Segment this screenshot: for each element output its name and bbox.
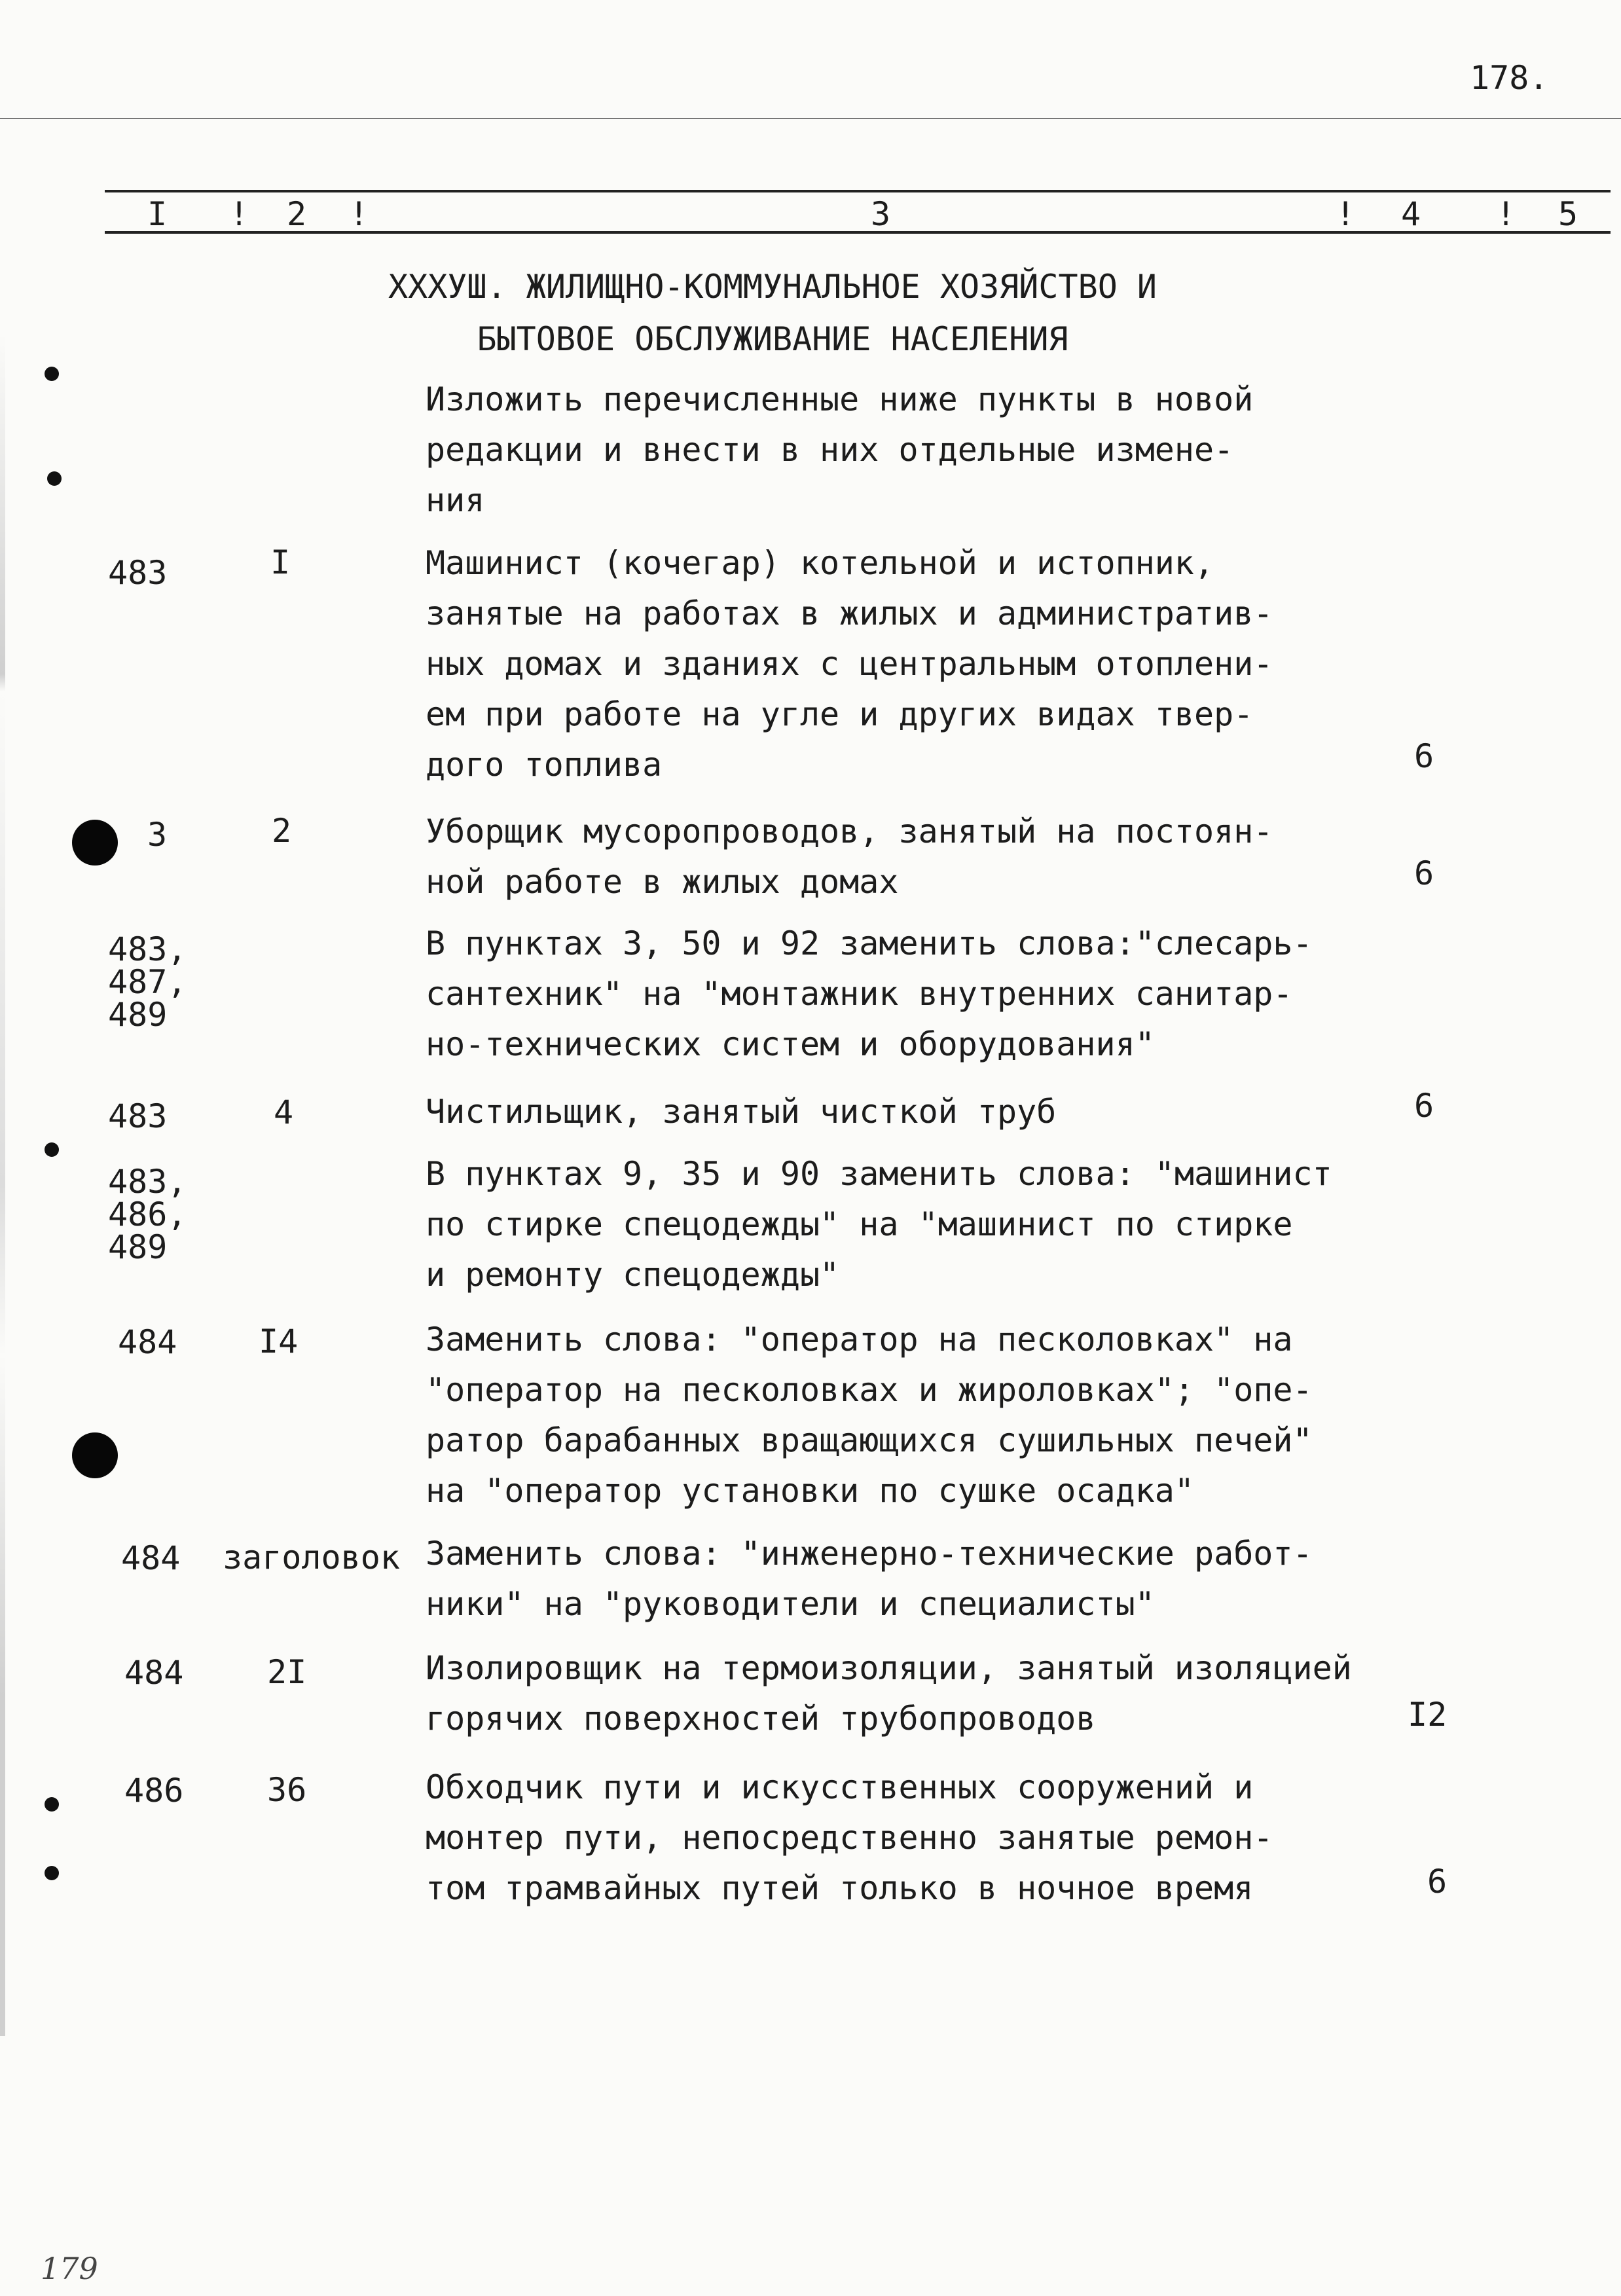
row-col-1: 486 (124, 1772, 184, 1810)
header-separator: ! (1336, 195, 1356, 233)
row-col-2: 2I (267, 1653, 307, 1691)
row-col-1: 483 (108, 554, 168, 592)
row-text: Обходчик пути и искусственных сооружений и монтер пути, непосредственно занятые ремон- том трамвайных путей только в ночное время (426, 1768, 1273, 1907)
header-rule-bottom (105, 231, 1611, 234)
page-number: 178. (1470, 59, 1549, 97)
punch-hole (72, 1432, 118, 1478)
row-col-1: 484 (124, 1654, 184, 1692)
header-col-3: 3 (871, 195, 891, 233)
row-col-4: 6 (1414, 737, 1434, 775)
row-text: Чистильщик, занятый чисткой труб (426, 1093, 1057, 1131)
row-col-1: 484 (121, 1539, 181, 1577)
header-col-5: 5 (1558, 195, 1578, 233)
row-col-1: 483, 486, 489 (108, 1163, 187, 1266)
scan-speck (45, 1866, 59, 1880)
header-rule-top (105, 190, 1611, 192)
section-title: XXXУШ. ЖИЛИЩНО-КОММУНАЛЬНОЕ ХОЗЯЙСТВО И БЫТОВОЕ ОБСЛУЖИВАНИЕ НАСЕЛЕНИЯ (388, 268, 1157, 358)
row-col-2: I (270, 543, 291, 581)
header-col-1: I (147, 195, 168, 233)
top-divider (0, 118, 1621, 119)
row-text: Заменить слова: "оператор на песколовках" на "оператор на песколовках и жироловках"; "опе- ратор барабанных вращающихся сушильных печей" на "оператор установки по сушке осадка" (426, 1321, 1313, 1510)
row-col-2: 4 (274, 1093, 294, 1131)
row-col-1: 483 (108, 1097, 168, 1135)
scan-left-edge-shadow (0, 334, 5, 2036)
row-col-4: I2 (1408, 1696, 1448, 1734)
row-text: В пунктах 3, 50 и 92 заменить слова:"слесарь- сантехник" на "монтажник внутренних санитар- но-технических систем и оборудования" (426, 924, 1313, 1063)
row-text: В пунктах 9, 35 и 90 заменить слова: "машинист по стирке спецодежды" на "машинист по стирке и ремонту спецодежды" (426, 1155, 1332, 1294)
row-text: Изолировщик на термоизоляции, занятый изоляцией горячих поверхностей трубопроводов (426, 1649, 1352, 1738)
scan-speck (45, 1797, 59, 1812)
header-separator: ! (229, 195, 249, 233)
punch-hole (72, 820, 118, 866)
row-col-4: 6 (1414, 854, 1434, 892)
row-col-1: 3 (147, 816, 168, 854)
header-col-2: 2 (287, 195, 307, 233)
row-col-2: заголовок (223, 1539, 400, 1576)
scan-speck (45, 1142, 59, 1157)
row-col-2: 2 (272, 812, 292, 850)
row-text: Машинист (кочегар) котельной и истопник, занятые на работах в жилых и административ- ных домах и зданиях с центральным отоплени- ем при работе на угле и других видах твер- дого топлива (426, 544, 1273, 784)
row-col-4: 6 (1414, 1087, 1434, 1125)
scan-speck (45, 367, 59, 381)
header-col-4: 4 (1401, 195, 1421, 233)
row-col-1: 484 (118, 1323, 177, 1361)
scan-speck (47, 471, 62, 486)
intro-text: Изложить перечисленные ниже пункты в новой редакции и внести в них отдельные измене- ния (426, 380, 1254, 519)
row-text: Заменить слова: "инженерно-технические работ- ники" на "руководители и специалисты" (426, 1535, 1313, 1623)
row-col-2: 36 (267, 1771, 307, 1809)
row-text: Уборщик мусоропроводов, занятый на постоян- ной работе в жилых домах (426, 812, 1273, 901)
row-col-4: 6 (1427, 1863, 1448, 1901)
header-separator: ! (349, 195, 369, 233)
row-col-2: I4 (259, 1322, 299, 1360)
row-col-1: 483, 487, 489 (108, 930, 187, 1034)
header-separator: ! (1496, 195, 1516, 233)
handwritten-mark: 179 (41, 2251, 98, 2286)
